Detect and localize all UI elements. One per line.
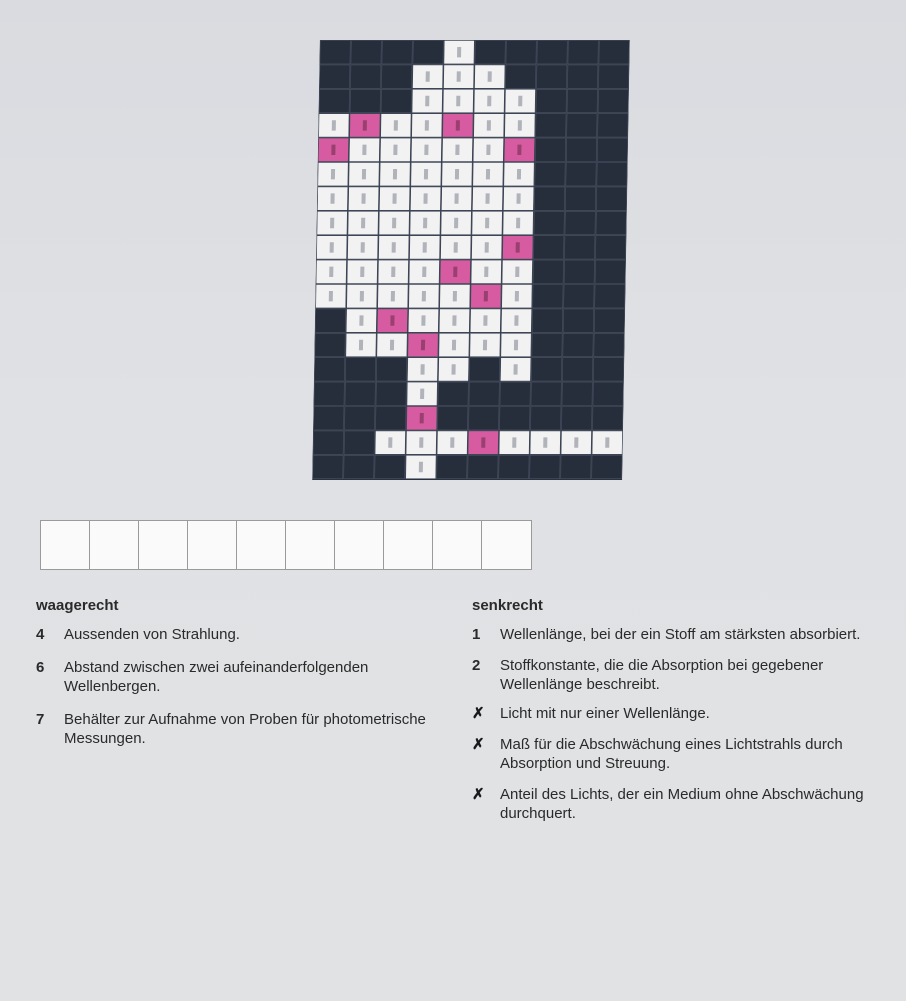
blocked-cell bbox=[315, 333, 345, 356]
handwritten-letter-smudge bbox=[330, 193, 334, 203]
blocked-cell bbox=[567, 114, 597, 137]
handwritten-letter-smudge bbox=[419, 462, 423, 472]
blocked-cell bbox=[499, 455, 529, 478]
solution-box bbox=[433, 521, 482, 569]
handwritten-letter-smudge bbox=[391, 267, 395, 277]
handwritten-letter-smudge bbox=[486, 169, 490, 179]
blocked-cell bbox=[535, 138, 565, 161]
blocked-cell bbox=[533, 285, 563, 308]
solution-box bbox=[139, 521, 188, 569]
blocked-cell bbox=[561, 455, 591, 478]
handwritten-letter-smudge bbox=[452, 315, 456, 325]
crossword-grid bbox=[312, 40, 630, 480]
solution-box bbox=[384, 521, 433, 569]
handwritten-letter-smudge bbox=[420, 389, 424, 399]
clue-number: 6 bbox=[36, 659, 45, 676]
handwritten-letter-smudge bbox=[485, 218, 489, 228]
clue-text: Abstand zwischen zwei aufeinanderfolgenden Wellenbergen. bbox=[64, 659, 369, 695]
blocked-cell bbox=[345, 407, 375, 430]
blocked-cell bbox=[562, 407, 592, 430]
blocked-cell bbox=[565, 236, 595, 259]
handwritten-letter-smudge bbox=[456, 96, 460, 106]
blocked-cell bbox=[506, 41, 536, 64]
handwritten-letter-smudge bbox=[424, 169, 428, 179]
handwritten-letter-smudge bbox=[488, 71, 492, 81]
crossword-grid-svg bbox=[312, 40, 630, 480]
blocked-cell bbox=[568, 41, 598, 64]
handwritten-letter-smudge bbox=[331, 145, 335, 155]
blocked-cell bbox=[536, 65, 566, 88]
handwritten-letter-smudge bbox=[487, 120, 491, 130]
clue-down-item bbox=[472, 656, 902, 694]
clue-number: 2 bbox=[472, 657, 481, 674]
blocked-cell bbox=[593, 382, 623, 405]
blocked-cell bbox=[598, 89, 628, 112]
handwritten-letter-smudge bbox=[516, 218, 520, 228]
blocked-cell bbox=[594, 309, 624, 332]
handwritten-letter-smudge bbox=[391, 291, 395, 301]
clue-text: Licht mit nur einer Wellenlänge. bbox=[500, 705, 710, 722]
handwritten-letter-smudge bbox=[394, 120, 398, 130]
handwritten-letter-smudge bbox=[330, 242, 334, 252]
handwritten-letter-smudge bbox=[426, 71, 430, 81]
blocked-cell bbox=[535, 163, 565, 186]
blocked-cell bbox=[475, 41, 505, 64]
blocked-cell bbox=[344, 455, 374, 478]
handwritten-letter-smudge bbox=[485, 242, 489, 252]
blocked-cell bbox=[350, 65, 380, 88]
handwritten-letter-smudge bbox=[516, 193, 520, 203]
handwritten-letter-smudge bbox=[518, 120, 522, 130]
blocked-cell bbox=[350, 89, 380, 112]
clue-number: 4 bbox=[36, 626, 45, 643]
blocked-cell bbox=[468, 455, 498, 478]
solution-box bbox=[335, 521, 384, 569]
blocked-cell bbox=[437, 455, 467, 478]
blocked-cell bbox=[532, 309, 562, 332]
blocked-cell bbox=[315, 309, 345, 332]
solution-box bbox=[188, 521, 237, 569]
blocked-cell bbox=[376, 358, 406, 381]
handwritten-letter-smudge bbox=[513, 364, 517, 374]
blocked-cell bbox=[413, 41, 443, 64]
handwritten-letter-smudge bbox=[481, 437, 485, 447]
handwritten-letter-smudge bbox=[515, 267, 519, 277]
blocked-cell bbox=[345, 382, 375, 405]
handwritten-letter-smudge bbox=[487, 96, 491, 106]
clue-across-item bbox=[36, 625, 456, 644]
blocked-cell bbox=[537, 41, 567, 64]
clue-across-item bbox=[36, 658, 456, 696]
clues-down bbox=[472, 596, 902, 833]
handwritten-letter-smudge bbox=[424, 145, 428, 155]
handwritten-letter-smudge bbox=[388, 437, 392, 447]
blocked-cell bbox=[376, 382, 406, 405]
clue-down-item bbox=[472, 785, 902, 823]
handwritten-letter-smudge bbox=[485, 193, 489, 203]
clues-down-heading: senkrecht bbox=[472, 597, 543, 614]
blocked-cell bbox=[319, 89, 349, 112]
handwritten-letter-smudge bbox=[453, 267, 457, 277]
blocked-cell bbox=[313, 455, 343, 478]
blocked-cell bbox=[505, 65, 535, 88]
handwritten-letter-smudge bbox=[484, 267, 488, 277]
blocked-cell bbox=[593, 358, 623, 381]
blocked-cell bbox=[382, 41, 412, 64]
handwritten-letter-smudge bbox=[421, 315, 425, 325]
handwritten-letter-smudge bbox=[454, 193, 458, 203]
handwritten-letter-smudge bbox=[605, 437, 609, 447]
handwritten-letter-smudge bbox=[329, 267, 333, 277]
handwritten-letter-smudge bbox=[392, 193, 396, 203]
blocked-cell bbox=[469, 358, 499, 381]
handwritten-letter-smudge bbox=[543, 437, 547, 447]
blocked-cell bbox=[344, 431, 374, 454]
blocked-cell bbox=[531, 358, 561, 381]
handwritten-letter-smudge bbox=[484, 291, 488, 301]
blocked-cell bbox=[351, 41, 381, 64]
checkmark-icon: ✗ bbox=[472, 736, 485, 753]
handwritten-letter-smudge bbox=[332, 120, 336, 130]
blocked-cell bbox=[345, 358, 375, 381]
clue-down-item bbox=[472, 735, 902, 773]
handwritten-letter-smudge bbox=[517, 169, 521, 179]
handwritten-letter-smudge bbox=[423, 242, 427, 252]
clues-across-heading: waagerecht bbox=[36, 597, 119, 614]
solution-box bbox=[237, 521, 286, 569]
blocked-cell bbox=[563, 333, 593, 356]
blocked-cell bbox=[596, 211, 626, 234]
handwritten-letter-smudge bbox=[483, 340, 487, 350]
blocked-cell bbox=[314, 358, 344, 381]
handwritten-letter-smudge bbox=[419, 437, 423, 447]
clue-number: 7 bbox=[36, 711, 45, 728]
handwritten-letter-smudge bbox=[361, 193, 365, 203]
handwritten-letter-smudge bbox=[518, 96, 522, 106]
handwritten-letter-smudge bbox=[483, 315, 487, 325]
solution-box bbox=[482, 521, 531, 569]
blocked-cell bbox=[381, 89, 411, 112]
handwritten-letter-smudge bbox=[451, 364, 455, 374]
blocked-cell bbox=[595, 260, 625, 283]
handwritten-letter-smudge bbox=[514, 340, 518, 350]
clue-text: Anteil des Lichts, der ein Medium ohne Abschwächung durchquert. bbox=[500, 786, 864, 822]
handwritten-letter-smudge bbox=[421, 340, 425, 350]
handwritten-letter-smudge bbox=[457, 71, 461, 81]
handwritten-letter-smudge bbox=[455, 169, 459, 179]
blocked-cell bbox=[565, 211, 595, 234]
blocked-cell bbox=[533, 260, 563, 283]
blocked-cell bbox=[566, 163, 596, 186]
handwritten-letter-smudge bbox=[515, 291, 519, 301]
blocked-cell bbox=[314, 382, 344, 405]
handwritten-letter-smudge bbox=[512, 437, 516, 447]
blocked-cell bbox=[376, 407, 406, 430]
handwritten-letter-smudge bbox=[330, 218, 334, 228]
blocked-cell bbox=[563, 309, 593, 332]
clue-text: Wellenlänge, bei der ein Stoff am stärksten absorbiert. bbox=[500, 626, 861, 643]
blocked-cell bbox=[597, 138, 627, 161]
blocked-cell bbox=[598, 65, 628, 88]
handwritten-letter-smudge bbox=[359, 315, 363, 325]
handwritten-letter-smudge bbox=[423, 218, 427, 228]
blocked-cell bbox=[595, 285, 625, 308]
blocked-cell bbox=[564, 260, 594, 283]
clues-across bbox=[36, 596, 456, 758]
handwritten-letter-smudge bbox=[360, 267, 364, 277]
blocked-cell bbox=[596, 236, 626, 259]
checkmark-icon: ✗ bbox=[472, 705, 485, 722]
handwritten-letter-smudge bbox=[453, 291, 457, 301]
handwritten-letter-smudge bbox=[329, 291, 333, 301]
handwritten-letter-smudge bbox=[361, 218, 365, 228]
handwritten-letter-smudge bbox=[514, 315, 518, 325]
blocked-cell bbox=[536, 114, 566, 137]
solution-word-boxes bbox=[40, 520, 532, 570]
blocked-cell bbox=[534, 187, 564, 210]
clue-text: Behälter zur Aufnahme von Proben für photometrische Messungen. bbox=[64, 711, 426, 747]
blocked-cell bbox=[319, 65, 349, 88]
handwritten-letter-smudge bbox=[450, 437, 454, 447]
blocked-cell bbox=[381, 65, 411, 88]
handwritten-letter-smudge bbox=[422, 291, 426, 301]
blocked-cell bbox=[469, 407, 499, 430]
handwritten-letter-smudge bbox=[420, 364, 424, 374]
blocked-cell bbox=[534, 236, 564, 259]
handwritten-letter-smudge bbox=[423, 193, 427, 203]
clue-across-item bbox=[36, 710, 456, 748]
blocked-cell bbox=[567, 89, 597, 112]
blocked-cell bbox=[438, 407, 468, 430]
blocked-cell bbox=[531, 407, 561, 430]
solution-box bbox=[286, 521, 335, 569]
handwritten-letter-smudge bbox=[390, 340, 394, 350]
handwritten-letter-smudge bbox=[425, 96, 429, 106]
clue-text: Aussenden von Strahlung. bbox=[64, 626, 240, 643]
handwritten-letter-smudge bbox=[393, 169, 397, 179]
handwritten-letter-smudge bbox=[390, 315, 394, 325]
blocked-cell bbox=[532, 333, 562, 356]
blocked-cell bbox=[567, 65, 597, 88]
blocked-cell bbox=[438, 382, 468, 405]
blocked-cell bbox=[500, 382, 530, 405]
checkmark-icon: ✗ bbox=[472, 786, 485, 803]
clue-down-item bbox=[472, 704, 902, 723]
handwritten-letter-smudge bbox=[392, 218, 396, 228]
clue-text: Stoffkonstante, die die Absorption bei gegebener Wellenlänge beschreibt. bbox=[500, 657, 824, 693]
handwritten-letter-smudge bbox=[455, 145, 459, 155]
handwritten-letter-smudge bbox=[457, 47, 461, 57]
blocked-cell bbox=[314, 407, 344, 430]
blocked-cell bbox=[594, 333, 624, 356]
handwritten-letter-smudge bbox=[363, 120, 367, 130]
handwritten-letter-smudge bbox=[331, 169, 335, 179]
handwritten-letter-smudge bbox=[359, 340, 363, 350]
handwritten-letter-smudge bbox=[392, 242, 396, 252]
handwritten-letter-smudge bbox=[456, 120, 460, 130]
handwritten-letter-smudge bbox=[393, 145, 397, 155]
blocked-cell bbox=[375, 455, 405, 478]
blocked-cell bbox=[531, 382, 561, 405]
handwritten-letter-smudge bbox=[425, 120, 429, 130]
handwritten-letter-smudge bbox=[362, 145, 366, 155]
blocked-cell bbox=[500, 407, 530, 430]
blocked-cell bbox=[564, 285, 594, 308]
blocked-cell bbox=[597, 163, 627, 186]
handwritten-letter-smudge bbox=[362, 169, 366, 179]
handwritten-letter-smudge bbox=[360, 291, 364, 301]
handwritten-letter-smudge bbox=[452, 340, 456, 350]
blocked-cell bbox=[530, 455, 560, 478]
handwritten-letter-smudge bbox=[420, 413, 424, 423]
blocked-cell bbox=[593, 407, 623, 430]
blocked-cell bbox=[596, 187, 626, 210]
handwritten-letter-smudge bbox=[454, 242, 458, 252]
clue-down-item bbox=[472, 625, 902, 644]
handwritten-letter-smudge bbox=[422, 267, 426, 277]
blocked-cell bbox=[592, 455, 622, 478]
blocked-cell bbox=[565, 187, 595, 210]
clue-text: Maß für die Abschwächung eines Lichtstrahls durch Absorption und Streuung. bbox=[500, 736, 843, 772]
solution-box bbox=[41, 521, 90, 569]
blocked-cell bbox=[598, 114, 628, 137]
handwritten-letter-smudge bbox=[454, 218, 458, 228]
handwritten-letter-smudge bbox=[361, 242, 365, 252]
blocked-cell bbox=[562, 358, 592, 381]
solution-box bbox=[90, 521, 139, 569]
blocked-cell bbox=[469, 382, 499, 405]
handwritten-letter-smudge bbox=[486, 145, 490, 155]
blocked-cell bbox=[313, 431, 343, 454]
clue-number: 1 bbox=[472, 626, 481, 643]
handwritten-letter-smudge bbox=[516, 242, 520, 252]
blocked-cell bbox=[536, 89, 566, 112]
blocked-cell bbox=[320, 41, 350, 64]
handwritten-letter-smudge bbox=[517, 145, 521, 155]
blocked-cell bbox=[562, 382, 592, 405]
blocked-cell bbox=[566, 138, 596, 161]
blocked-cell bbox=[599, 41, 629, 64]
handwritten-letter-smudge bbox=[574, 437, 578, 447]
blocked-cell bbox=[534, 211, 564, 234]
